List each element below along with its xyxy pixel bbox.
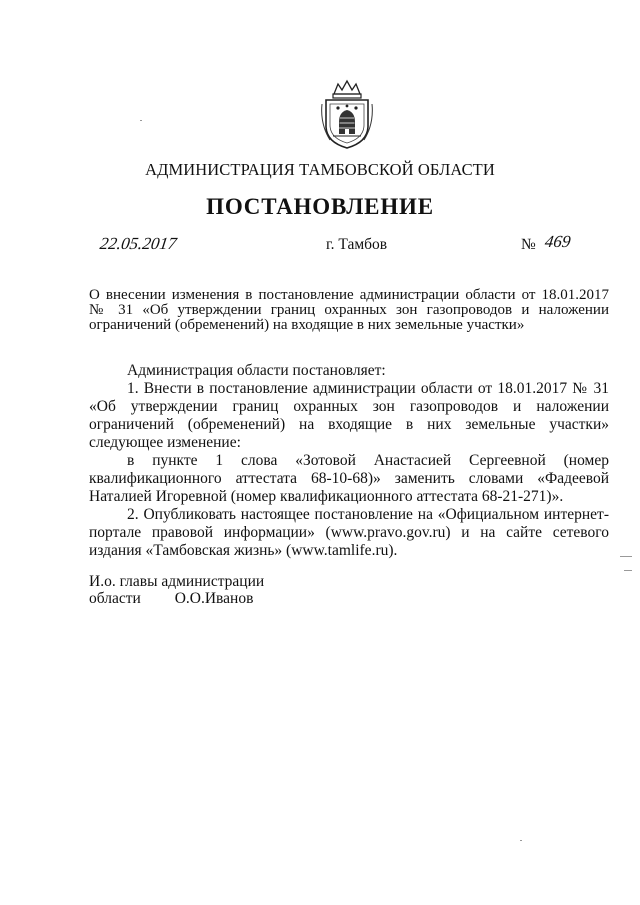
subject-line: № 31 «Об утверждении границ охранных зон газопроводов и наложении	[89, 302, 609, 318]
scan-speck	[620, 556, 632, 557]
subject-line: О внесении изменения в постановление администрации области от 18.01.2017	[89, 287, 609, 303]
preamble: Администрация области постановляет:	[127, 362, 386, 379]
scan-speck	[520, 840, 522, 841]
item-1-line: следующее изменение:	[89, 434, 241, 451]
document-number-label: №	[521, 236, 536, 253]
sub-item-line: в пункте 1 слова «Зотовой Анастасией Сергеевной (номер	[127, 452, 609, 469]
document-type-title: ПОСТАНОВЛЕНИЕ	[206, 194, 434, 219]
signature-block	[89, 573, 264, 607]
item-1-line: «Об утверждении границ охранных зон газопроводов и наложении	[89, 398, 609, 415]
subject-line: ограничений (обременений) на входящие в них земельные участки»	[89, 317, 525, 333]
document-subject	[89, 288, 609, 333]
signatory-name: О.О.Иванов	[174, 590, 254, 607]
item-1-line: ограничений (обременений) на входящие в них земельные участки»	[89, 416, 609, 433]
item-2-line: издания «Тамбовская жизнь» (www.tamlife.ru).	[89, 542, 398, 559]
item-2-line: 2. Опубликовать настоящее постановление на «Официальном интернет-	[127, 506, 609, 523]
document-date: 22.05.2017	[98, 234, 178, 253]
sub-item-line: Наталией Игоревной (номер квалификационного аттестата 68-21-271)».	[89, 488, 564, 505]
item-2-line: портале правовой информации» (www.pravo.gov.ru) и на сайте сетевого	[89, 524, 609, 541]
signatory-position: И.о. главы администрации	[89, 573, 265, 590]
signatory-region: области	[89, 590, 141, 607]
scan-speck	[140, 120, 142, 121]
signatory-position-line2	[89, 590, 264, 607]
document-body	[89, 362, 609, 560]
document-city: г. Тамбов	[326, 236, 388, 253]
organization-name: АДМИНИСТРАЦИЯ ТАМБОВСКОЙ ОБЛАСТИ	[145, 160, 495, 179]
scan-speck	[624, 570, 632, 571]
coat-of-arms-icon	[318, 78, 376, 150]
document-number: 469	[543, 232, 572, 251]
item-1-line: 1. Внести в постановление администрации области от 18.01.2017 № 31	[127, 380, 609, 397]
sub-item-line: квалификационного аттестата 68-10-68)» заменить словами «Фадеевой	[89, 470, 609, 487]
